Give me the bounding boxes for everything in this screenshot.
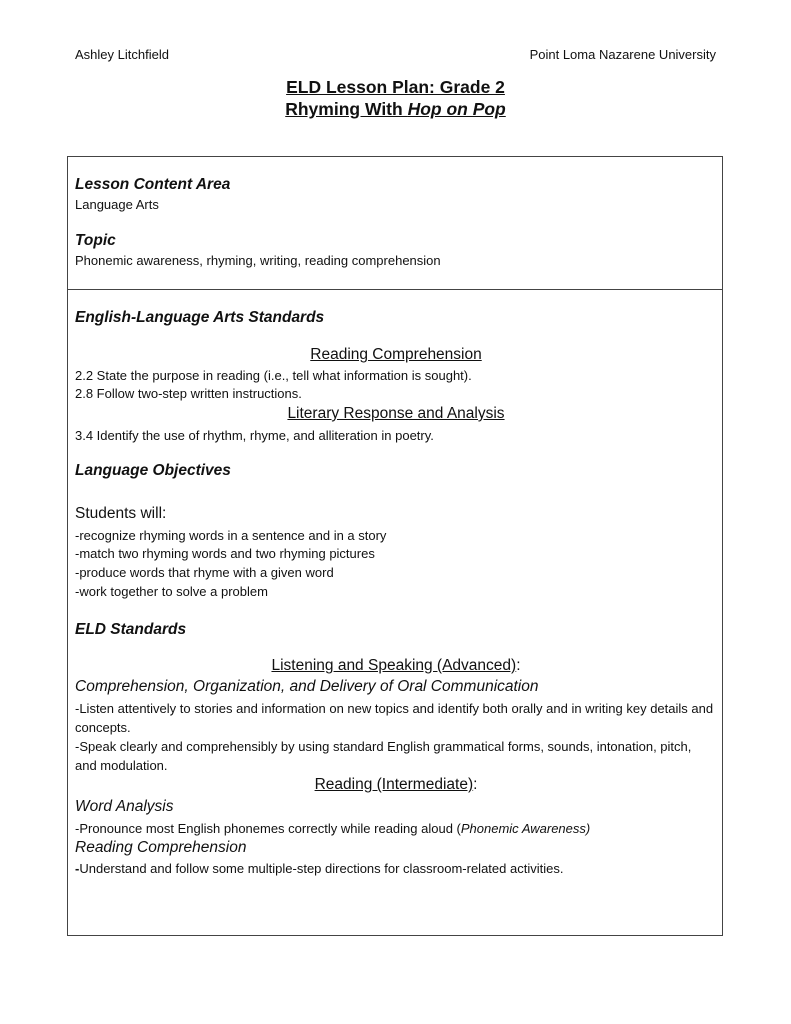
literary-response-heading: Literary Response and Analysis [287,405,505,422]
word-analysis-subheading: Word Analysis [75,798,174,815]
listening-speaking-colon: : [516,657,521,674]
reading-comprehension-subheading: Reading Comprehension [75,839,247,856]
students-will-label: Students will: [75,505,167,522]
literary-item: 3.4 Identify the use of rhythm, rhyme, and alliteration in poetry. [75,428,434,443]
reading-comprehension-item-text: Understand and follow some multiple-step directions for classroom-related activities. [79,861,564,876]
institution-name: Point Loma Nazarene University [529,47,716,62]
language-objectives-heading: Language Objectives [75,462,231,479]
listening-speaking-title: Listening and Speaking (Advanced) [271,657,517,674]
objective-item: -produce words that rhyme with a given word [75,565,334,580]
author-name: Ashley Litchfield [75,47,169,62]
item-dash: - [75,861,80,876]
title-line-2-prefix: Rhyming With [285,99,408,119]
rc-item: 2.2 State the purpose in reading (i.e., tell what information is sought). [75,368,472,383]
reading-intermediate-title: Reading (Intermediate) [314,776,474,793]
reading-comprehension-heading: Reading Comprehension [310,346,482,363]
title-line-2 [0,98,791,120]
ela-standards-heading: English-Language Arts Standards [75,309,325,326]
content-area-heading: Lesson Content Area [75,176,231,193]
word-analysis-item [75,821,590,836]
reading-comprehension-item [75,861,563,876]
standards-box [67,289,723,936]
listening-speaking-heading [68,657,724,675]
listening-item: -Speak clearly and comprehensibly by using standard English grammatical forms, sounds, intonation, pitch, and modulation. [75,739,692,773]
document-title [0,76,791,120]
rc-item: 2.8 Follow two-step written instructions. [75,386,302,401]
objective-item: -match two rhyming words and two rhyming pictures [75,546,375,561]
comprehension-subheading: Comprehension, Organization, and Delivery of Oral Communication [75,678,539,695]
content-area-value: Language Arts [75,197,159,212]
title-book-name: Hop on Pop [407,99,506,119]
title-line-1: ELD Lesson Plan: Grade 2 [286,77,505,97]
listening-item: -Listen attentively to stories and information on new topics and identify both orally and in writing key details and concepts. [75,701,714,735]
phonemic-awareness-label: Phonemic Awareness) [460,821,591,836]
content-area-box [67,156,723,290]
word-analysis-item-text: -Pronounce most English phonemes correctly while reading aloud ( [75,821,461,836]
objective-item: -work together to solve a problem [75,584,268,599]
reading-intermediate-colon: : [473,776,478,793]
eld-standards-heading: ELD Standards [75,621,187,638]
topic-heading: Topic [75,232,116,249]
objective-item: -recognize rhyming words in a sentence and in a story [75,528,387,543]
reading-intermediate-heading [68,776,724,794]
topic-value: Phonemic awareness, rhyming, writing, reading comprehension [75,253,441,268]
